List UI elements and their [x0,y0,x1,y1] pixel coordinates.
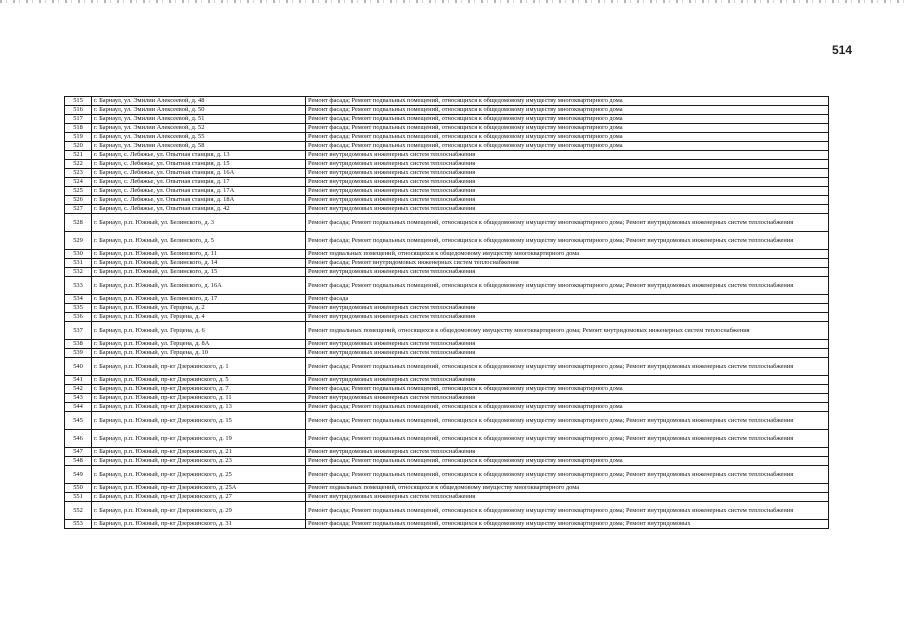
table-row [65,205,829,214]
table-row [65,169,829,178]
address-cell: г. Барнаул, с. Лебяжье, ул. Опытная станция, д. 16А [92,169,306,178]
table-row [65,502,829,520]
works-cell: Ремонт внутридомовых инженерных систем теплоснабжения [306,178,829,187]
row-number-cell: 529 [65,232,92,250]
table-row [65,358,829,376]
table-row [65,151,829,160]
address-cell: г. Барнаул, р.п. Южный, пр-кт Дзержинского, д. 1 [92,358,306,376]
address-cell: г. Барнаул, р.п. Южный, ул. Герцена, д. 6 [92,322,306,340]
row-number-cell: 531 [65,259,92,268]
address-cell: г. Барнаул, р.п. Южный, пр-кт Дзержинского, д. 5 [92,376,306,385]
table-row [65,259,829,268]
address-cell: г. Барнаул, р.п. Южный, ул. Белинского, д. 14 [92,259,306,268]
row-number-cell: 523 [65,169,92,178]
table-row [65,385,829,394]
table-row [65,196,829,205]
row-number-cell: 536 [65,313,92,322]
table-row [65,187,829,196]
table-row [65,133,829,142]
row-number-cell: 552 [65,502,92,520]
address-cell: г. Барнаул, р.п. Южный, пр-кт Дзержинского, д. 21 [92,448,306,457]
row-number-cell: 519 [65,133,92,142]
row-number-cell: 549 [65,466,92,484]
table-row [65,106,829,115]
works-cell: Ремонт внутридомовых инженерных систем теплоснабжения [306,196,829,205]
works-cell: Ремонт внутридомовых инженерных систем теплоснабжения [306,187,829,196]
row-number-cell: 551 [65,493,92,502]
works-cell: Ремонт внутридомовых инженерных систем теплоснабжения [306,376,829,385]
table-row [65,484,829,493]
works-cell: Ремонт фасада; Ремонт подвальных помещений, относящихся к общедомовому имуществу многоквартирного дома [306,124,829,133]
works-cell: Ремонт внутридомовых инженерных систем теплоснабжения [306,304,829,313]
address-cell: г. Барнаул, р.п. Южный, ул. Герцена, д. 4 [92,313,306,322]
works-cell: Ремонт внутридомовых инженерных систем теплоснабжения [306,349,829,358]
address-cell: г. Барнаул, р.п. Южный, ул. Белинского, д. 15 [92,268,306,277]
row-number-cell: 550 [65,484,92,493]
works-cell: Ремонт фасада; Ремонт подвальных помещений, относящихся к общедомовому имуществу многоквартирного дома [306,385,829,394]
table-row [65,412,829,430]
table-row [65,322,829,340]
address-cell: г. Барнаул, р.п. Южный, пр-кт Дзержинского, д. 19 [92,430,306,448]
works-cell: Ремонт внутридомовых инженерных систем теплоснабжения [306,205,829,214]
address-cell: г. Барнаул, ул. Эмилии Алексеевой, д. 58 [92,142,306,151]
repair-registry-table [64,96,829,529]
address-cell: г. Барнаул, р.п. Южный, ул. Герцена, д. 10 [92,349,306,358]
row-number-cell: 541 [65,376,92,385]
row-number-cell: 542 [65,385,92,394]
row-number-cell: 518 [65,124,92,133]
scan-artifact-top [0,0,904,3]
works-cell: Ремонт фасада; Ремонт подвальных помещений, относящихся к общедомовому имуществу многоквартирного дома; Ремонт внутридомовых инженерных систем теплоснабжения [306,502,829,520]
row-number-cell: 527 [65,205,92,214]
works-cell: Ремонт фасада; Ремонт подвальных помещений, относящихся к общедомовому имуществу многоквартирного дома [306,403,829,412]
table-row [65,394,829,403]
address-cell: г. Барнаул, ул. Эмилии Алексеевой, д. 51 [92,115,306,124]
address-cell: г. Барнаул, р.п. Южный, ул. Герцена, д. 8А [92,340,306,349]
works-cell: Ремонт внутридомовых инженерных систем теплоснабжения [306,151,829,160]
row-number-cell: 534 [65,295,92,304]
address-cell: г. Барнаул, р.п. Южный, ул. Герцена, д. 2 [92,304,306,313]
row-number-cell: 544 [65,403,92,412]
address-cell: г. Барнаул, ул. Эмилии Алексеевой, д. 50 [92,106,306,115]
table-row [65,403,829,412]
row-number-cell: 538 [65,340,92,349]
works-cell: Ремонт внутридомовых инженерных систем теплоснабжения [306,160,829,169]
works-cell: Ремонт фасада; Ремонт подвальных помещений, относящихся к общедомовому имуществу многоквартирного дома [306,115,829,124]
table-row [65,457,829,466]
works-cell: Ремонт фасада; Ремонт подвальных помещений, относящихся к общедомовому имуществу многоквартирного дома [306,106,829,115]
address-cell: г. Барнаул, р.п. Южный, пр-кт Дзержинского, д. 23 [92,457,306,466]
address-cell: г. Барнаул, с. Лебяжье, ул. Опытная станция, д. 42 [92,205,306,214]
table-row [65,349,829,358]
table-row [65,493,829,502]
address-cell: г. Барнаул, с. Лебяжье, ул. Опытная станция, д. 17А [92,187,306,196]
table-row [65,277,829,295]
works-cell: Ремонт внутридомовых инженерных систем теплоснабжения [306,169,829,178]
row-number-cell: 522 [65,160,92,169]
table-row [65,214,829,232]
works-cell: Ремонт фасада; Ремонт подвальных помещений, относящихся к общедомовому имуществу многоквартирного дома; Ремонт внутридомовых инженерных систем теплоснабжения [306,466,829,484]
row-number-cell: 525 [65,187,92,196]
table-row [65,232,829,250]
row-number-cell: 530 [65,250,92,259]
table-row [65,313,829,322]
works-cell: Ремонт фасада; Ремонт подвальных помещений, относящихся к общедомовому имуществу многоквартирного дома; Ремонт внутридомовых инженерных систем теплоснабжения [306,430,829,448]
works-cell: Ремонт фасада; Ремонт подвальных помещений, относящихся к общедомовому имуществу многоквартирного дома [306,97,829,106]
row-number-cell: 537 [65,322,92,340]
row-number-cell: 545 [65,412,92,430]
row-number-cell: 543 [65,394,92,403]
works-cell: Ремонт фасада; Ремонт подвальных помещений, относящихся к общедомовому имуществу многоквартирного дома; Ремонт внутридомовых инженерных систем теплоснабжения [306,232,829,250]
row-number-cell: 535 [65,304,92,313]
address-cell: г. Барнаул, р.п. Южный, пр-кт Дзержинского, д. 15 [92,412,306,430]
address-cell: г. Барнаул, р.п. Южный, пр-кт Дзержинского, д. 7 [92,385,306,394]
works-cell: Ремонт фасада; Ремонт подвальных помещений, относящихся к общедомовому имуществу многоквартирного дома; Ремонт внутридомовых инженерных систем теплоснабжения [306,412,829,430]
address-cell: г. Барнаул, с. Лебяжье, ул. Опытная станция, д. 18А [92,196,306,205]
works-cell: Ремонт внутридомовых инженерных систем теплоснабжения [306,448,829,457]
row-number-cell: 540 [65,358,92,376]
works-cell: Ремонт подвальных помещений, относящихся к общедомовому имуществу многоквартирного дома [306,484,829,493]
address-cell: г. Барнаул, р.п. Южный, пр-кт Дзержинского, д. 29 [92,502,306,520]
table-row [65,466,829,484]
address-cell: г. Барнаул, р.п. Южный, пр-кт Дзержинского, д. 11 [92,394,306,403]
works-cell: Ремонт внутридомовых инженерных систем теплоснабжения [306,493,829,502]
works-cell: Ремонт фасада [306,295,829,304]
row-number-cell: 521 [65,151,92,160]
row-number-cell: 553 [65,520,92,529]
table-row [65,124,829,133]
works-cell: Ремонт внутридомовых инженерных систем теплоснабжения [306,340,829,349]
address-cell: г. Барнаул, р.п. Южный, пр-кт Дзержинского, д. 25А [92,484,306,493]
registry-body [65,97,829,529]
row-number-cell: 546 [65,430,92,448]
works-cell: Ремонт фасада; Ремонт подвальных помещений, относящихся к общедомовому имуществу многоквартирного дома; Ремонт внутридомовых инженерных систем теплоснабжения [306,277,829,295]
row-number-cell: 532 [65,268,92,277]
address-cell: г. Барнаул, р.п. Южный, пр-кт Дзержинского, д. 31 [92,520,306,529]
table-row [65,115,829,124]
address-cell: г. Барнаул, с. Лебяжье, ул. Опытная станция, д. 15 [92,160,306,169]
row-number-cell: 517 [65,115,92,124]
row-number-cell: 533 [65,277,92,295]
works-cell: Ремонт фасада; Ремонт внутридомовых инженерных систем теплоснабжения [306,259,829,268]
address-cell: г. Барнаул, р.п. Южный, пр-кт Дзержинского, д. 13 [92,403,306,412]
table-row [65,97,829,106]
address-cell: г. Барнаул, р.п. Южный, пр-кт Дзержинского, д. 25 [92,466,306,484]
works-cell: Ремонт подвальных помещений, относящихся к общедомовому имуществу многоквартирного дома; Ремонт внутридомовых инженерных систем теплоснабжения [306,322,829,340]
row-number-cell: 515 [65,97,92,106]
table-row [65,295,829,304]
address-cell: г. Барнаул, р.п. Южный, ул. Белинского, д. 3 [92,214,306,232]
works-cell: Ремонт фасада; Ремонт подвальных помещений, относящихся к общедомовому имуществу многоквартирного дома [306,133,829,142]
works-cell: Ремонт подвальных помещений, относящихся к общедомовому имуществу многоквартирного дома [306,250,829,259]
row-number-cell: 528 [65,214,92,232]
address-cell: г. Барнаул, ул. Эмилии Алексеевой, д. 55 [92,133,306,142]
address-cell: г. Барнаул, р.п. Южный, ул. Белинского, д. 17 [92,295,306,304]
table-row [65,304,829,313]
table-row [65,268,829,277]
page-number: 514 [831,43,852,57]
row-number-cell: 526 [65,196,92,205]
table-row [65,250,829,259]
works-cell: Ремонт внутридомовых инженерных систем теплоснабжения [306,394,829,403]
works-cell: Ремонт фасада; Ремонт подвальных помещений, относящихся к общедомовому имуществу многоквартирного дома [306,142,829,151]
table-row [65,340,829,349]
table-row [65,520,829,529]
row-number-cell: 539 [65,349,92,358]
address-cell: г. Барнаул, р.п. Южный, ул. Белинского, д. 16А [92,277,306,295]
table-row [65,178,829,187]
row-number-cell: 524 [65,178,92,187]
table-row [65,142,829,151]
address-cell: г. Барнаул, ул. Эмилии Алексеевой, д. 52 [92,124,306,133]
address-cell: г. Барнаул, р.п. Южный, ул. Белинского, д. 5 [92,232,306,250]
table-row [65,160,829,169]
works-cell: Ремонт фасада; Ремонт подвальных помещений, относящихся к общедомовому имуществу многоквартирного дома [306,457,829,466]
address-cell: г. Барнаул, ул. Эмилии Алексеевой, д. 48 [92,97,306,106]
table-row [65,448,829,457]
address-cell: г. Барнаул, с. Лебяжье, ул. Опытная станция, д. 13 [92,151,306,160]
works-cell: Ремонт фасада; Ремонт подвальных помещений, относящихся к общедомовому имуществу многоквартирного дома; Ремонт внутридомовых [306,520,829,529]
row-number-cell: 516 [65,106,92,115]
works-cell: Ремонт внутридомовых инженерных систем теплоснабжения [306,313,829,322]
row-number-cell: 547 [65,448,92,457]
address-cell: г. Барнаул, р.п. Южный, ул. Белинского, д. 11 [92,250,306,259]
row-number-cell: 548 [65,457,92,466]
address-cell: г. Барнаул, с. Лебяжье, ул. Опытная станция, д. 17 [92,178,306,187]
row-number-cell: 520 [65,142,92,151]
address-cell: г. Барнаул, р.п. Южный, пр-кт Дзержинского, д. 27 [92,493,306,502]
table-row [65,430,829,448]
works-cell: Ремонт фасада; Ремонт подвальных помещений, относящихся к общедомовому имуществу многоквартирного дома; Ремонт внутридомовых инженерных систем теплоснабжения [306,358,829,376]
works-cell: Ремонт фасада; Ремонт подвальных помещений, относящихся к общедомовому имуществу многоквартирного дома; Ремонт внутридомовых инженерных систем теплоснабжения [306,214,829,232]
table-row [65,376,829,385]
works-cell: Ремонт внутридомовых инженерных систем теплоснабжения [306,268,829,277]
